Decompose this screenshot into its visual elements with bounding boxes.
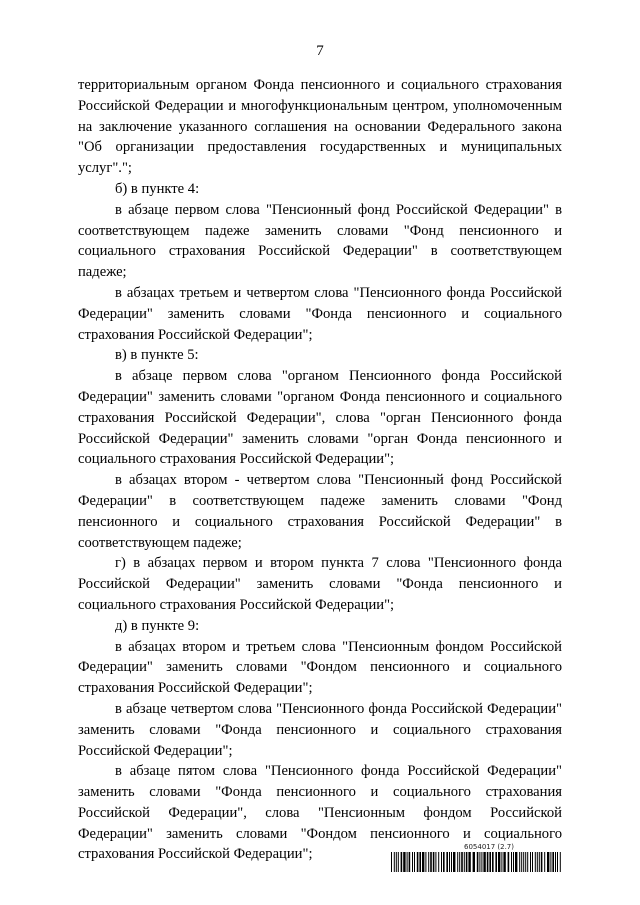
paragraph-10: в абзацах втором и третьем слова "Пенсионным фондом Российской Федерации" заменить словами "Фондом пенсионного и социального страхования Российской Федерации"; xyxy=(78,638,562,697)
paragraph-8: г) в абзацах первом и втором пункта 7 слова "Пенсионного фонда Российской Федерации" заменить словами "Фонда пенсионного и социального страхования Российской Федерации"; xyxy=(78,555,562,613)
document-body xyxy=(78,75,562,865)
barcode-caption: 6054017 (2.7) xyxy=(464,843,514,851)
paragraph-7: в абзацах втором - четвертом слова "Пенсионный фонд Российской Федерации" в соответствующем падеже заменить словами "Фонд пенсионного и социального страхования Российской Федерации" в соответствующем падеже; xyxy=(78,472,562,551)
paragraph-2: б) в пункте 4: xyxy=(115,180,200,197)
paragraph-6: в абзаце первом слова "органом Пенсионного фонда Российской Федерации" заменить словами "органом Фонда пенсионного и социального страхования Российской Федерации", слова "орган Пенсионного фонда Российской Федерации" заменить словами "орган Фонда пенсионного и социального страхования Российской Федерации"; xyxy=(78,368,562,468)
paragraph-12: в абзаце пятом слова "Пенсионного фонда Российской Федерации" заменить словами "Фонда пенсионного и социального страхования Российской Федерации", слова "Пенсионным фондом Российской Федерации" заменить словами "Фондом пенсионного и социального страхования Российской Федерации"; xyxy=(78,763,562,863)
barcode-icon xyxy=(391,852,561,872)
paragraph-11: в абзаце четвертом слова "Пенсионного фонда Российской Федерации" заменить словами "Фонда пенсионного и социального страхования Российской Федерации"; xyxy=(78,700,562,759)
paragraph-4: в абзацах третьем и четвертом слова "Пенсионного фонда Российской Федерации" заменить словами "Фонда пенсионного и социального страхования Российской Федерации"; xyxy=(78,284,562,343)
page-number: 7 xyxy=(316,43,324,59)
paragraph-1: территориальным органом Фонда пенсионного и социального страхования Российской Федерации и многофункциональным центром, уполномоченным на заключение указанного соглашения на основании Федерального закона "Об организации предоставления государственных и муниципальных услуг"."; xyxy=(78,77,562,177)
paragraph-3: в абзаце первом слова "Пенсионный фонд Российской Федерации" в соответствующем падеже заменить словами "Фонд пенсионного и социального страхования Российской Федерации" в соответствующем падеже; xyxy=(78,201,562,281)
paragraph-9: д) в пункте 9: xyxy=(115,617,200,634)
paragraph-5: в) в пункте 5: xyxy=(115,347,199,364)
